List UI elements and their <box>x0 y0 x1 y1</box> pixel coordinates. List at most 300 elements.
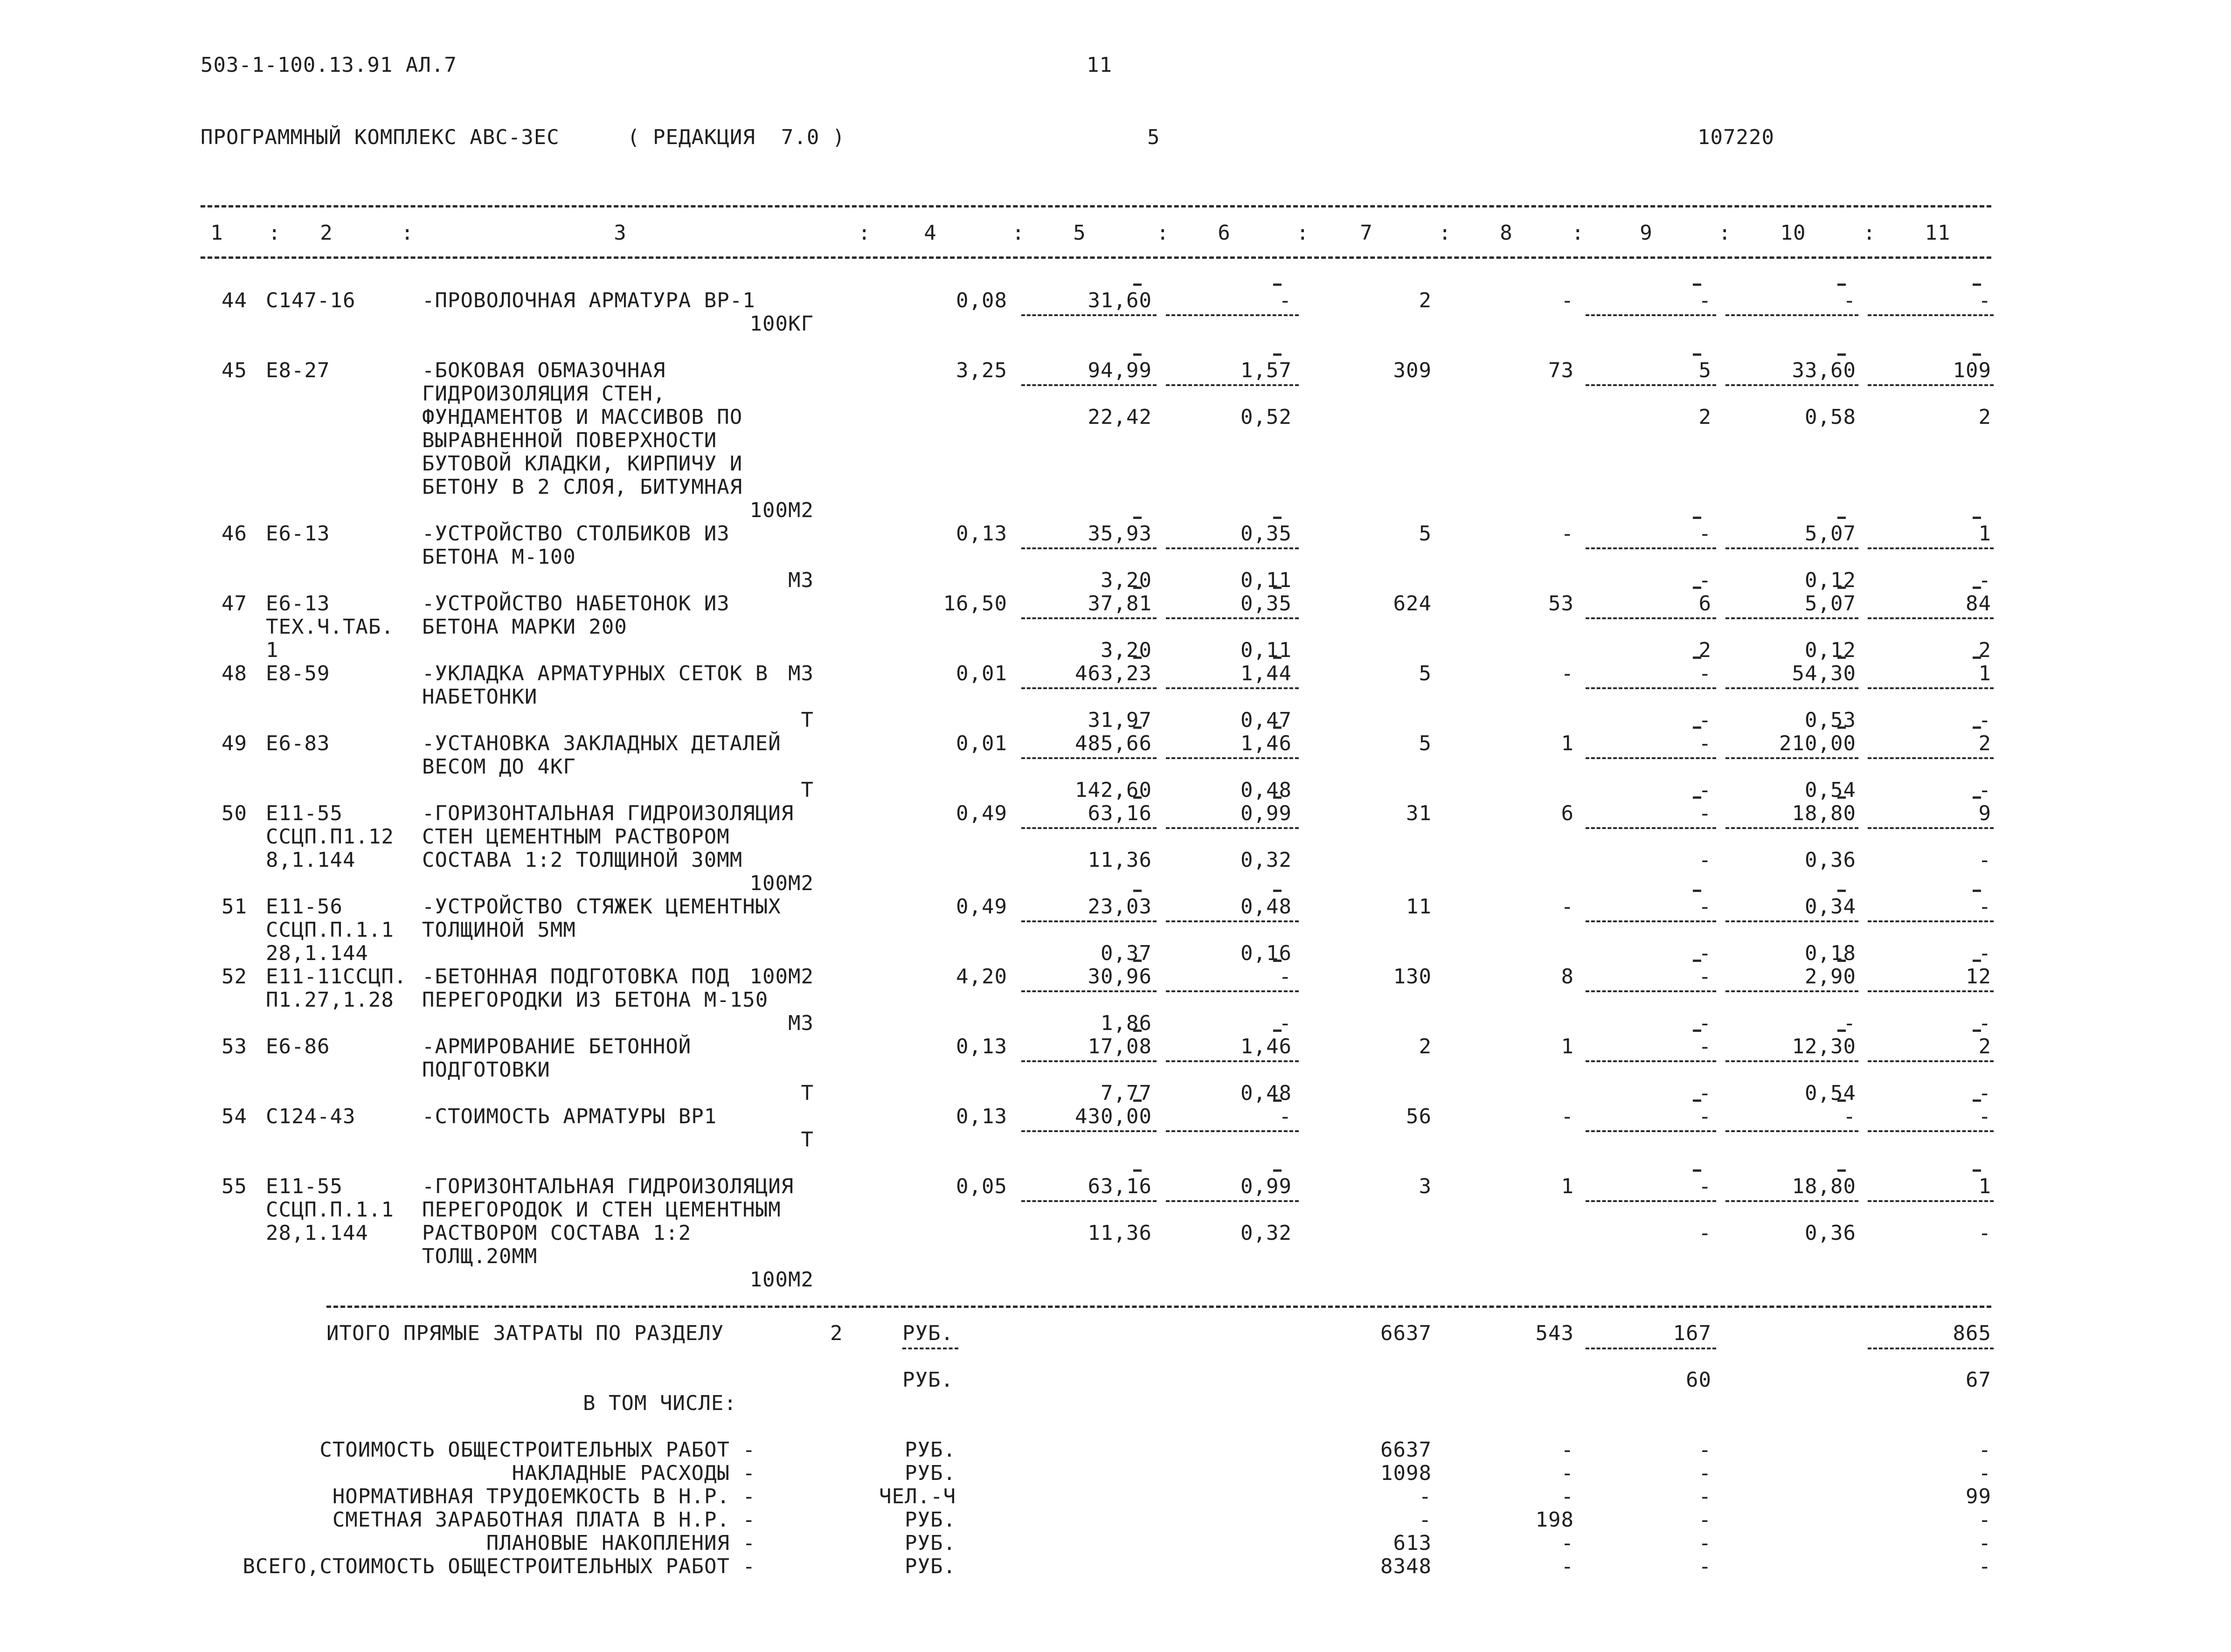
unit-of-measure: М3 <box>788 662 814 685</box>
work-description: ГИДРОИЗОЛЯЦИЯ СТЕН, <box>422 382 666 406</box>
table-top-rule <box>201 205 1991 207</box>
work-description: СОСТАВА 1:2 ТОЛЩИНОЙ 30ММ <box>422 848 743 872</box>
unit-cost-total: 485,66 <box>1075 732 1152 755</box>
total-cost: 31 <box>1406 802 1432 825</box>
cell-rule <box>1586 827 1716 829</box>
column-header: 7 <box>1360 221 1373 245</box>
cell-rule <box>1166 1130 1299 1132</box>
total-wages: - <box>1561 662 1574 685</box>
work-description: ФУНДАМЕНТОВ И МАССИВОВ ПО <box>422 405 743 429</box>
column-header: 4 <box>924 221 937 245</box>
cell-rule <box>1725 687 1858 689</box>
cell-rule <box>1021 687 1157 689</box>
unit-cost-machines: - <box>1279 289 1292 312</box>
column-separator: : <box>858 221 871 245</box>
summary-unit: РУБ. <box>905 1461 956 1485</box>
totals-unit: РУБ. <box>902 1321 954 1345</box>
machine-wages-per-unit: 0,32 <box>1240 1221 1292 1245</box>
cell-rule <box>1166 547 1299 549</box>
cell-rule <box>1725 990 1858 992</box>
work-description: -УСТАНОВКА ЗАКЛАДНЫХ ДЕТАЛЕЙ <box>422 732 781 755</box>
total-machines: - <box>1698 522 1711 546</box>
cell-rule <box>1868 617 1994 619</box>
machine-wages-per-unit: 0,52 <box>1240 405 1292 429</box>
labor-total: - <box>1978 289 1991 312</box>
total-wages: - <box>1561 289 1574 312</box>
total-machines: - <box>1698 1175 1711 1198</box>
cell-rule <box>1586 1130 1716 1132</box>
labor-unit: 210,00 <box>1779 732 1856 755</box>
cell-rule <box>1021 547 1157 549</box>
machine-wages-per-unit: 0,32 <box>1240 848 1292 872</box>
rate-code: 8,1.144 <box>266 848 356 872</box>
cell-rule <box>1586 617 1716 619</box>
column-header: 9 <box>1640 221 1653 245</box>
cell-rule <box>1725 384 1858 386</box>
column-header: 5 <box>1073 221 1086 245</box>
wages-per-unit: 11,36 <box>1088 848 1152 872</box>
rate-code: Е11-55 <box>266 802 343 825</box>
column-separator: : <box>1439 221 1452 245</box>
summary-machines: - <box>1698 1438 1711 1462</box>
row-number: 49 <box>222 732 247 755</box>
work-description: БУТОВОЙ КЛАДКИ, КИРПИЧУ И <box>422 452 743 476</box>
column-separator: : <box>1863 221 1876 245</box>
unit-cost-machines: 0,35 <box>1240 592 1292 615</box>
total-wages: - <box>1561 1105 1574 1128</box>
total-cost: 5 <box>1419 662 1432 685</box>
summary-wages: - <box>1561 1555 1574 1578</box>
work-description: -ПРОВОЛОЧНАЯ АРМАТУРА ВР-1 <box>422 289 755 312</box>
unit-of-measure: Т <box>801 708 814 732</box>
summary-unit: ЧЕЛ.-Ч <box>879 1485 956 1508</box>
row-number: 53 <box>222 1035 247 1058</box>
column-separator: : <box>401 221 414 245</box>
cell-rule <box>1868 1130 1994 1132</box>
rate-code: С124-43 <box>266 1105 356 1128</box>
cell-rule <box>1166 617 1299 619</box>
unit-cost-machines: - <box>1279 965 1292 988</box>
work-description: БЕТОНУ В 2 СЛОЯ, БИТУМНАЯ <box>422 475 743 499</box>
work-description: ВЫРАВНЕННОЙ ПОВЕРХНОСТИ <box>422 429 717 452</box>
summary-wages: - <box>1561 1485 1574 1508</box>
cell-rule <box>1021 314 1157 316</box>
work-description: ПЕРЕГОРОДКИ ИЗ БЕТОНА М-150 <box>422 988 769 1012</box>
wages-per-unit: 3,20 <box>1101 568 1152 592</box>
cell-rule <box>1868 827 1994 829</box>
row-number: 50 <box>222 802 247 825</box>
work-description: -БЕТОННАЯ ПОДГОТОВКА ПОД <box>422 965 730 988</box>
quantity: 0,13 <box>956 1035 1007 1058</box>
cell-rule <box>1586 1348 1716 1349</box>
cell-rule <box>1166 1060 1299 1062</box>
cell-rule <box>1868 1348 1994 1349</box>
work-description: -СТОИМОСТЬ АРМАТУРЫ ВР1 <box>422 1105 717 1128</box>
labor-unit: 5,07 <box>1805 522 1856 546</box>
total-wages: 6 <box>1561 802 1574 825</box>
summary-unit: РУБ. <box>905 1531 956 1555</box>
summary-labor: - <box>1978 1438 1991 1462</box>
labor-machines-total: 2 <box>1978 405 1991 429</box>
rate-code: Е8-27 <box>266 359 330 382</box>
summary-cost: - <box>1419 1485 1432 1508</box>
unit-cost-machines: - <box>1279 1105 1292 1128</box>
cell-rule <box>1166 757 1299 759</box>
row-number: 54 <box>222 1105 247 1128</box>
machine-wages-per-unit: 0,47 <box>1240 708 1292 732</box>
totals-labor-machines: 67 <box>1966 1368 1991 1392</box>
work-description: -ГОРИЗОНТАЛЬНАЯ ГИДРОИЗОЛЯЦИЯ <box>422 802 794 825</box>
summary-label: СМЕТНАЯ ЗАРАБОТНАЯ ПЛАТА В Н.Р. - <box>332 1508 755 1532</box>
labor-unit: 12,30 <box>1792 1035 1856 1058</box>
unit-cost-total: 430,00 <box>1075 1105 1152 1128</box>
cell-rule <box>1868 757 1994 759</box>
summary-wages: - <box>1561 1461 1574 1485</box>
total-wages: 1 <box>1561 1175 1574 1198</box>
cell-rule <box>1868 1060 1994 1062</box>
cell-rule <box>1725 1200 1858 1202</box>
total-machines: - <box>1698 802 1711 825</box>
unit-of-measure: 100КГ <box>749 312 814 336</box>
cell-rule <box>1021 827 1157 829</box>
rate-code: ССЦП.П.1.1 <box>266 1198 394 1222</box>
cell-rule <box>1586 687 1716 689</box>
work-description: ТОЛЩИНОЙ 5ММ <box>422 918 576 942</box>
cell-rule <box>1725 1060 1858 1062</box>
unit-cost-total: 463,23 <box>1075 662 1152 685</box>
labor-machines-unit: 0,12 <box>1805 638 1856 662</box>
machine-wages-total: 2 <box>1698 405 1711 429</box>
cell-rule <box>1586 314 1716 316</box>
rate-code: Е6-83 <box>266 732 330 755</box>
labor-machines-unit: 0,36 <box>1805 848 1856 872</box>
summary-label: ВСЕГО,СТОИМОСТЬ ОБЩЕСТРОИТЕЛЬНЫХ РАБОТ - <box>242 1555 755 1578</box>
total-cost: 130 <box>1393 965 1432 988</box>
cell-rule <box>1021 920 1157 922</box>
cell-rule <box>1021 1200 1157 1202</box>
summary-cost: 613 <box>1393 1531 1432 1555</box>
rate-code: ТЕХ.Ч.ТАБ. <box>266 615 394 639</box>
labor-total: 1 <box>1978 662 1991 685</box>
unit-cost-machines: 0,35 <box>1240 522 1292 546</box>
machine-wages-total: - <box>1698 1221 1711 1245</box>
cell-rule <box>1166 314 1299 316</box>
machine-wages-total: - <box>1698 941 1711 965</box>
work-description: ПЕРЕГОРОДОК И СТЕН ЦЕМЕНТНЫМ <box>422 1198 781 1222</box>
work-description: -ГОРИЗОНТАЛЬНАЯ ГИДРОИЗОЛЯЦИЯ <box>422 1175 794 1198</box>
cell-rule <box>1725 547 1858 549</box>
quantity: 0,13 <box>956 1105 1007 1128</box>
labor-total: 1 <box>1978 522 1991 546</box>
labor-machines-total: - <box>1978 941 1991 965</box>
total-machines: 6 <box>1698 592 1711 615</box>
labor-unit: 54,30 <box>1792 662 1856 685</box>
labor-machines-total: 2 <box>1978 638 1991 662</box>
rate-code: 28,1.144 <box>266 941 368 965</box>
machine-wages-total: - <box>1698 568 1711 592</box>
summary-labor: 99 <box>1966 1485 1991 1508</box>
machine-wages-per-unit: 0,48 <box>1240 1081 1292 1105</box>
column-header: 6 <box>1218 221 1231 245</box>
unit-of-measure: М3 <box>788 1011 814 1035</box>
quantity: 16,50 <box>943 592 1007 615</box>
cell-rule <box>1166 384 1299 386</box>
unit-cost-total: 63,16 <box>1088 802 1152 825</box>
rate-code: ССЦП.П.1.1 <box>266 918 394 942</box>
row-number: 45 <box>222 359 247 382</box>
quantity: 0,13 <box>956 522 1007 546</box>
summary-wages: 198 <box>1535 1508 1574 1532</box>
rate-code: 1 <box>266 638 279 662</box>
summary-labor: - <box>1978 1555 1991 1578</box>
labor-machines-unit: - <box>1843 1011 1856 1035</box>
rate-code: С147-16 <box>266 289 356 312</box>
labor-machines-total: - <box>1978 778 1991 802</box>
row-number: 52 <box>222 965 247 988</box>
column-header: 8 <box>1500 221 1513 245</box>
cell-rule <box>1021 990 1157 992</box>
unit-of-measure: 100М2 <box>749 498 814 522</box>
total-machines: - <box>1698 1035 1711 1058</box>
wages-per-unit: 11,36 <box>1088 1221 1152 1245</box>
wages-per-unit: 3,20 <box>1101 638 1152 662</box>
rate-code: Е6-86 <box>266 1035 330 1058</box>
unit-cost-total: 31,60 <box>1088 289 1152 312</box>
quantity: 0,49 <box>956 802 1007 825</box>
totals-label: ИТОГО ПРЯМЫЕ ЗАТРАТЫ ПО РАЗДЕЛУ <box>326 1321 724 1345</box>
quantity: 0,01 <box>956 732 1007 755</box>
unit-of-measure: 100М2 <box>749 871 814 895</box>
cell-rule <box>1021 757 1157 759</box>
unit-cost-machines: 1,46 <box>1240 1035 1292 1058</box>
cell-rule <box>1868 687 1994 689</box>
labor-total: 2 <box>1978 732 1991 755</box>
unit-cost-total: 23,03 <box>1088 895 1152 919</box>
labor-unit: 18,80 <box>1792 802 1856 825</box>
cell-rule <box>1725 1130 1858 1132</box>
summary-unit: РУБ. <box>905 1438 956 1462</box>
work-description: РАСТВОРОМ СОСТАВА 1:2 <box>422 1221 692 1245</box>
work-description: БЕТОНА М-100 <box>422 545 576 569</box>
wages-per-unit: 31,97 <box>1088 708 1152 732</box>
unit-cost-total: 63,16 <box>1088 1175 1152 1198</box>
work-description: ВЕСОМ ДО 4КГ <box>422 755 576 779</box>
labor-total: - <box>1978 1105 1991 1128</box>
summary-cost: 8348 <box>1380 1555 1432 1578</box>
cell-rule <box>1586 990 1716 992</box>
total-wages: 73 <box>1548 359 1574 382</box>
machine-wages-total: - <box>1698 1081 1711 1105</box>
total-wages: - <box>1561 895 1574 919</box>
summary-wages: - <box>1561 1438 1574 1462</box>
total-wages: 8 <box>1561 965 1574 988</box>
cell-rule <box>1021 1130 1157 1132</box>
cell-rule <box>1868 1200 1994 1202</box>
work-description: -АРМИРОВАНИЕ БЕТОННОЙ <box>422 1035 692 1058</box>
cell-rule <box>1868 384 1994 386</box>
column-header: 10 <box>1780 221 1806 245</box>
cell-rule <box>1725 827 1858 829</box>
summary-wages: - <box>1561 1531 1574 1555</box>
summary-cost: 1098 <box>1380 1461 1432 1485</box>
cell-rule <box>1021 617 1157 619</box>
program-name: ПРОГРАММНЫЙ КОМПЛЕКС АВС-3ЕС <box>201 125 560 149</box>
unit-cost-machines: 1,44 <box>1240 662 1292 685</box>
page-number: 11 <box>1087 53 1112 77</box>
summary-unit: РУБ. <box>905 1508 956 1532</box>
labor-machines-total: - <box>1978 1081 1991 1105</box>
rate-code: Е6-13 <box>266 592 330 615</box>
doc-code: 503-1-100.13.91 АЛ.7 <box>201 53 457 77</box>
section-number: 5 <box>1147 125 1160 149</box>
quantity: 0,49 <box>956 895 1007 919</box>
unit-of-measure: Т <box>801 1081 814 1105</box>
labor-machines-unit: 0,54 <box>1805 1081 1856 1105</box>
cell-rule <box>1725 617 1858 619</box>
wages-per-unit: 142,60 <box>1075 778 1152 802</box>
row-number: 46 <box>222 522 247 546</box>
cell-rule <box>1586 384 1716 386</box>
totals-unit: РУБ. <box>902 1368 954 1392</box>
totals-rule <box>326 1306 1991 1308</box>
total-cost: 309 <box>1393 359 1432 382</box>
program-edition: ( РЕДАКЦИЯ 7.0 ) <box>627 125 845 149</box>
cell-rule <box>1021 1060 1157 1062</box>
labor-total: - <box>1978 895 1991 919</box>
row-number: 44 <box>222 289 247 312</box>
summary-machines: - <box>1698 1555 1711 1578</box>
summary-machines: - <box>1698 1531 1711 1555</box>
column-header: 11 <box>1925 221 1951 245</box>
unit-cost-machines: 0,99 <box>1240 802 1292 825</box>
labor-machines-total: - <box>1978 708 1991 732</box>
rate-code: П1.27,1.28 <box>266 988 394 1012</box>
summary-machines: - <box>1698 1508 1711 1532</box>
quantity: 4,20 <box>956 965 1007 988</box>
quantity: 0,05 <box>956 1175 1007 1198</box>
work-description: -БОКОВАЯ ОБМАЗОЧНАЯ <box>422 359 666 382</box>
summary-label: НОРМАТИВНАЯ ТРУДОЕМКОСТЬ В Н.Р. - <box>332 1485 755 1508</box>
labor-total: 84 <box>1966 592 1991 615</box>
labor-unit: 2,90 <box>1805 965 1856 988</box>
total-machines: - <box>1698 732 1711 755</box>
cell-rule <box>1586 547 1716 549</box>
including-label: В ТОМ ЧИСЛЕ: <box>583 1391 737 1415</box>
row-number: 55 <box>222 1175 247 1198</box>
unit-cost-total: 94,99 <box>1088 359 1152 382</box>
column-separator: : <box>268 221 281 245</box>
work-description: -УКЛАДКА АРМАТУРНЫХ СЕТОК В <box>422 662 769 685</box>
rate-code: Е11-56 <box>266 895 343 919</box>
unit-cost-machines: 0,48 <box>1240 895 1292 919</box>
cell-rule <box>1166 920 1299 922</box>
total-cost: 2 <box>1419 289 1432 312</box>
unit-cost-total: 35,93 <box>1088 522 1152 546</box>
column-header: 1 <box>210 221 223 245</box>
labor-total: 1 <box>1978 1175 1991 1198</box>
work-description: БЕТОНА МАРКИ 200 <box>422 615 627 639</box>
totals-wages: 543 <box>1535 1321 1574 1345</box>
machine-wages-per-unit: 0,48 <box>1240 778 1292 802</box>
cell-rule <box>1166 827 1299 829</box>
rate-code: Е11-11ССЦП. <box>266 965 407 988</box>
summary-labor: - <box>1978 1531 1991 1555</box>
machine-wages-per-unit: 0,11 <box>1240 568 1292 592</box>
unit-cost-total: 37,81 <box>1088 592 1152 615</box>
labor-total: 109 <box>1953 359 1991 382</box>
summary-machines: - <box>1698 1485 1711 1508</box>
total-wages: - <box>1561 522 1574 546</box>
labor-machines-unit: 0,54 <box>1805 778 1856 802</box>
work-description: -УСТРОЙСТВО СТОЛБИКОВ ИЗ <box>422 522 730 546</box>
column-separator: : <box>1718 221 1732 245</box>
total-machines: 5 <box>1698 359 1711 382</box>
cell-rule <box>1166 1200 1299 1202</box>
rate-code: ССЦП.П1.12 <box>266 825 394 849</box>
wages-per-unit: 1,86 <box>1101 1011 1152 1035</box>
labor-unit: 33,60 <box>1792 359 1856 382</box>
machine-wages-total: - <box>1698 708 1711 732</box>
labor-machines-total: - <box>1978 848 1991 872</box>
work-description: -УСТРОЙСТВО НАБЕТОНОК ИЗ <box>422 592 730 615</box>
total-machines: - <box>1698 662 1711 685</box>
summary-labor: - <box>1978 1508 1991 1532</box>
total-cost: 11 <box>1406 895 1432 919</box>
column-header: 3 <box>614 221 627 245</box>
cell-rule <box>1868 920 1994 922</box>
labor-machines-unit: 0,12 <box>1805 568 1856 592</box>
row-number: 47 <box>222 592 247 615</box>
row-number: 48 <box>222 662 247 685</box>
total-cost: 5 <box>1419 732 1432 755</box>
total-machines: - <box>1698 289 1711 312</box>
totals-machine-wages: 60 <box>1686 1368 1711 1392</box>
summary-unit: РУБ. <box>905 1555 956 1578</box>
rate-code: Е8-59 <box>266 662 330 685</box>
unit-cost-machines: 0,99 <box>1240 1175 1292 1198</box>
labor-machines-total: - <box>1978 1221 1991 1245</box>
wages-per-unit: 7,77 <box>1101 1081 1152 1105</box>
machine-wages-total: - <box>1698 778 1711 802</box>
machine-wages-per-unit: 0,11 <box>1240 638 1292 662</box>
labor-total: 12 <box>1966 965 1991 988</box>
unit-of-measure: 100М2 <box>749 965 814 988</box>
unit-cost-machines: 1,46 <box>1240 732 1292 755</box>
work-description: НАБЕТОНКИ <box>422 685 538 709</box>
wages-per-unit: 22,42 <box>1088 405 1152 429</box>
totals-section: 2 <box>830 1321 843 1345</box>
labor-machines-unit: 0,18 <box>1805 941 1856 965</box>
column-separator: : <box>1296 221 1310 245</box>
machine-wages-total: 2 <box>1698 638 1711 662</box>
unit-cost-machines: 1,57 <box>1240 359 1292 382</box>
totals-cost: 6637 <box>1380 1321 1432 1345</box>
total-wages: 53 <box>1548 592 1574 615</box>
totals-labor: 865 <box>1953 1321 1991 1345</box>
column-separator: : <box>1572 221 1585 245</box>
labor-machines-unit: 0,36 <box>1805 1221 1856 1245</box>
total-cost: 3 <box>1419 1175 1432 1198</box>
labor-total: 9 <box>1978 802 1991 825</box>
summary-label: НАКЛАДНЫЕ РАСХОДЫ - <box>512 1461 755 1485</box>
total-cost: 624 <box>1393 592 1432 615</box>
summary-labor: - <box>1978 1461 1991 1485</box>
cell-rule <box>1166 990 1299 992</box>
work-description: ПОДГОТОВКИ <box>422 1058 550 1082</box>
summary-label: ПЛАНОВЫЕ НАКОПЛЕНИЯ - <box>486 1531 755 1555</box>
labor-machines-total: - <box>1978 568 1991 592</box>
totals-machines: 167 <box>1673 1321 1711 1345</box>
